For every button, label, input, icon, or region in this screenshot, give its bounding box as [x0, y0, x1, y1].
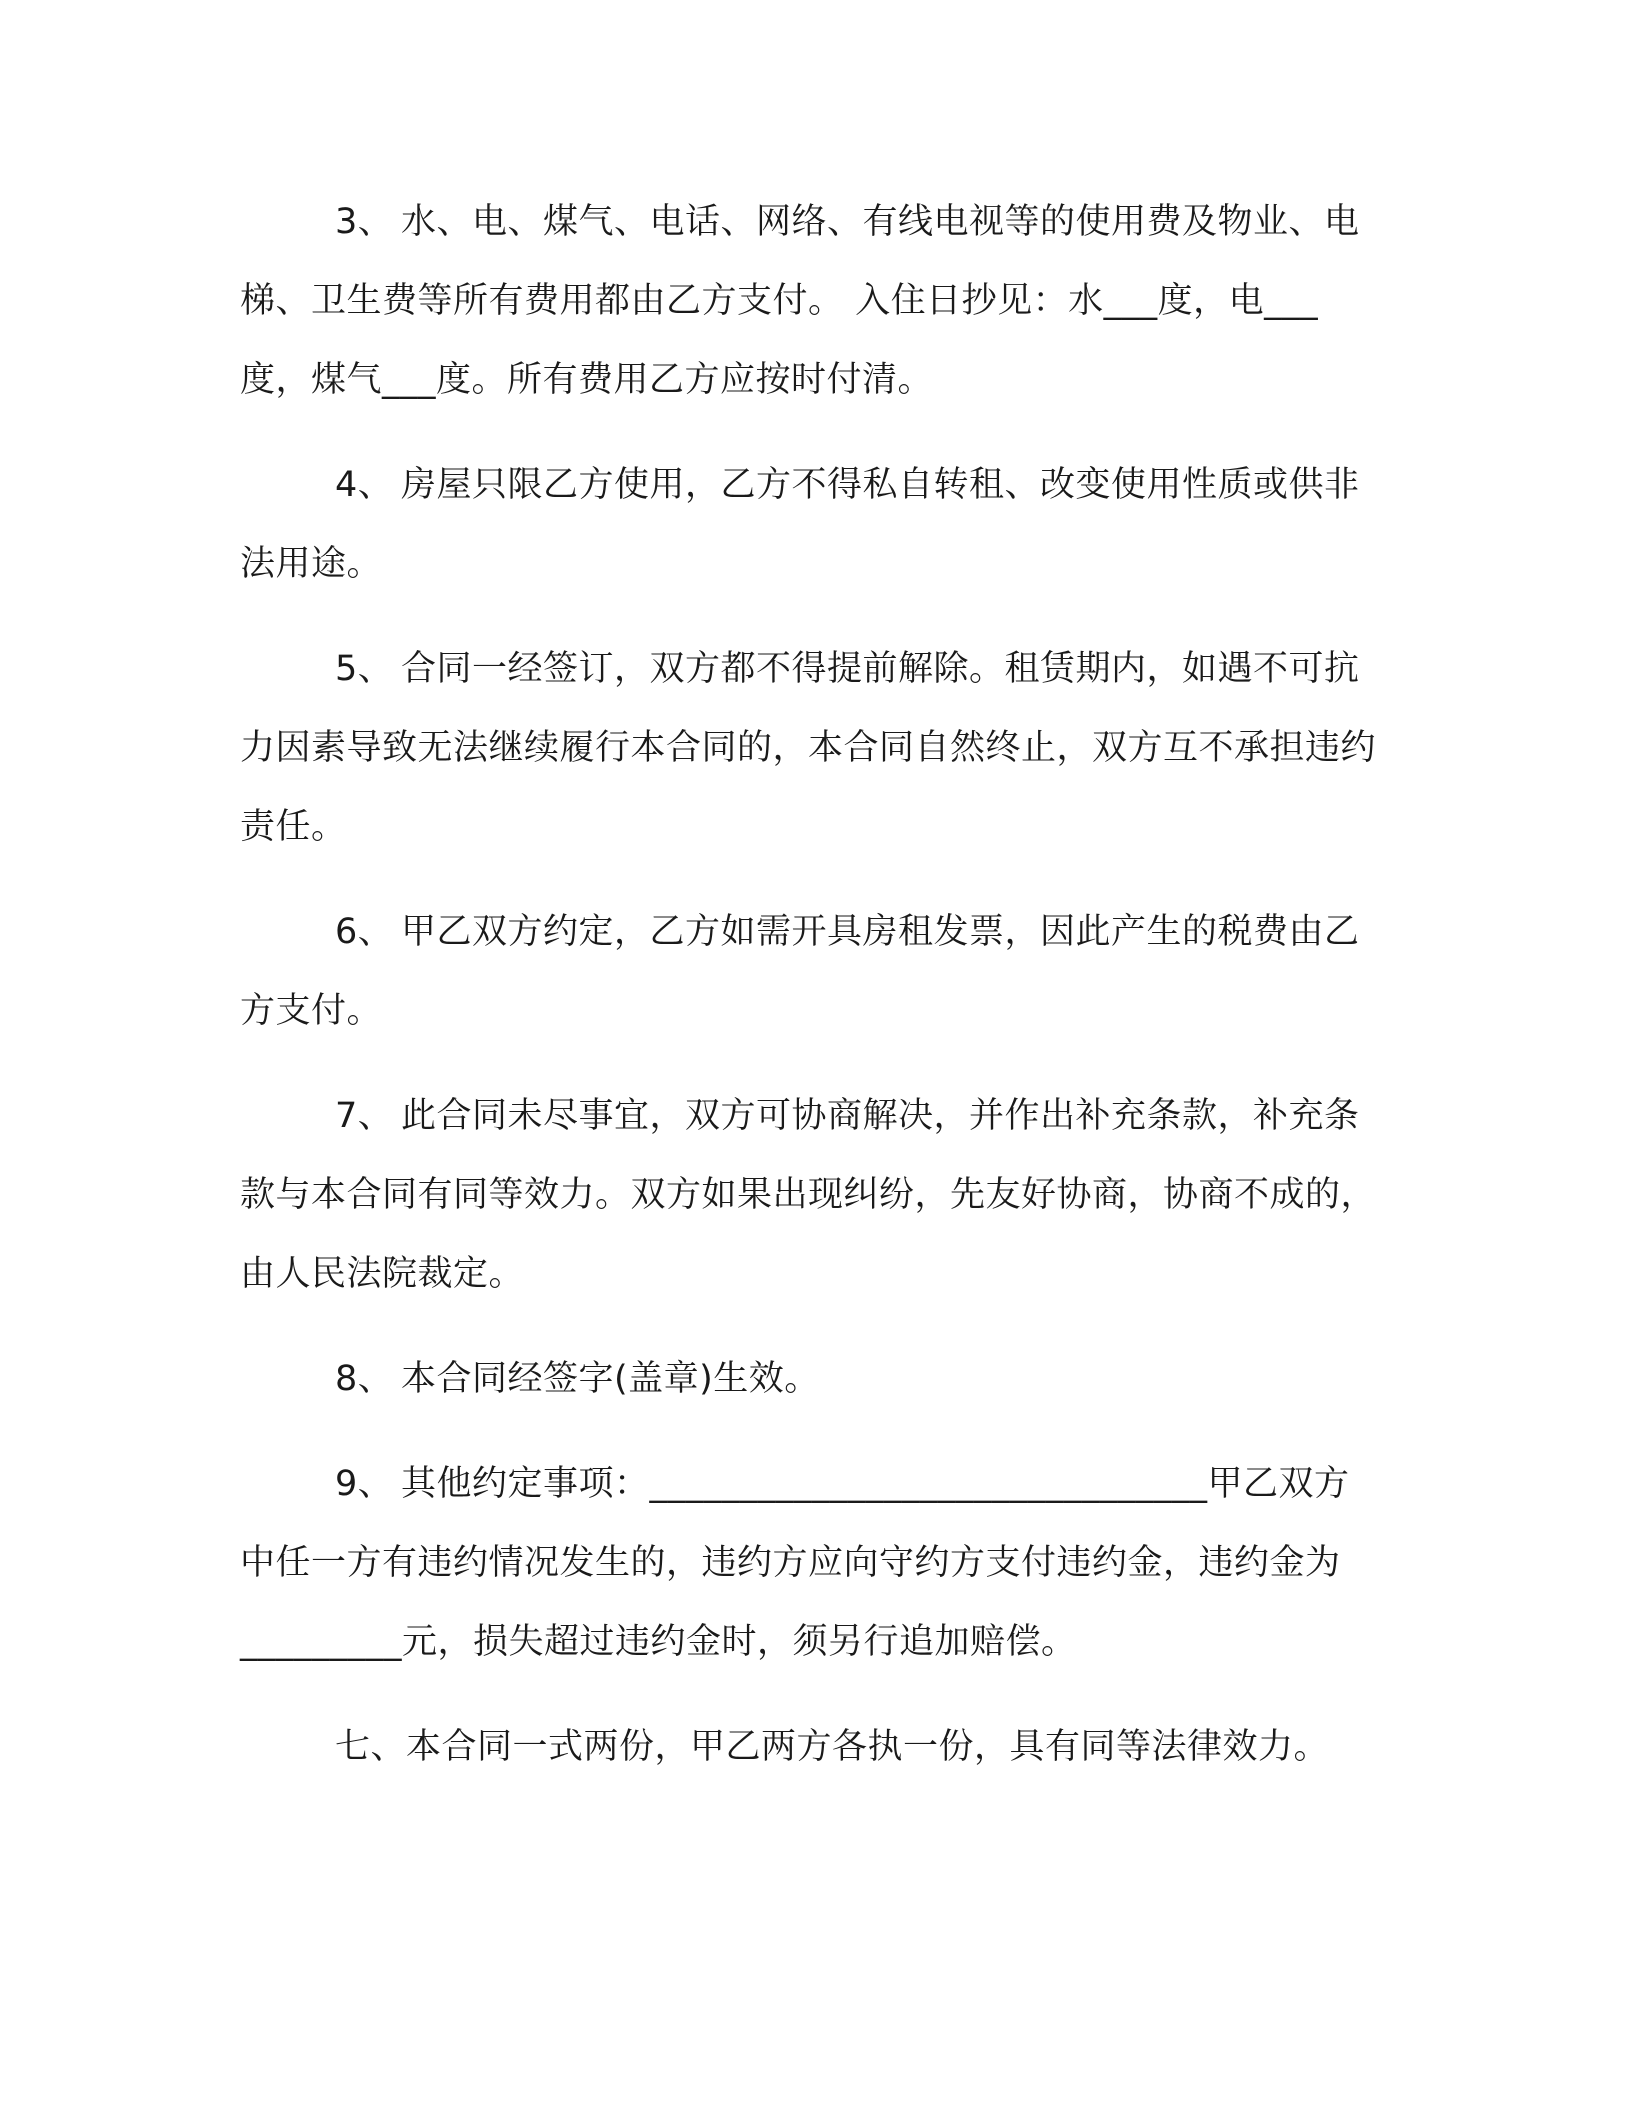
- clause-text: 此合同未尽事宜，双方可协商解决，并作出补充条款，补充条款与本合同有同等效力。双方如果出现纠纷，先友好协商，协商不成的，由人民法院裁定。: [240, 1096, 1377, 1294]
- clause-text: 合同一经签订，双方都不得提前解除。租赁期内，如遇不可抗力因素导致无法继续履行本合同的，本合同自然终止，双方互不承担违约责任。: [240, 649, 1377, 847]
- clause-number: 5、: [335, 649, 394, 689]
- clause-9: [240, 1445, 1380, 1682]
- clause-text: 本合同经签字(盖章)生效。: [401, 1359, 820, 1399]
- clause-text: 水、电、煤气、电话、网络、有线电视等的使用费及物业、电梯、卫生费等所有费用都由乙方支付。 入住日抄见：水___度，电___度，煤气___度。所有费用乙方应按时付清。: [240, 202, 1360, 400]
- clause-6: [240, 893, 1380, 1051]
- clause-number: 6、: [335, 912, 394, 952]
- clause-4: [240, 446, 1380, 604]
- clause-text: 房屋只限乙方使用，乙方不得私自转租、改变使用性质或供非法用途。: [240, 465, 1360, 584]
- final-clause: 七、本合同一式两份，甲乙两方各执一份，具有同等法律效力。: [335, 1727, 1330, 1767]
- clause-number: 4、: [335, 465, 394, 505]
- clause-3: [240, 183, 1380, 420]
- clause-number: 3、: [335, 202, 394, 242]
- document-page: [240, 183, 1380, 1813]
- clause-5: [240, 630, 1380, 867]
- clause-number: 7、: [335, 1096, 394, 1136]
- clause-7: [240, 1077, 1380, 1314]
- clause-8: [240, 1340, 1380, 1419]
- clause-number: 8、: [335, 1359, 394, 1399]
- clause-number: 9、: [335, 1464, 394, 1504]
- clause-text: 甲乙双方约定，乙方如需开具房租发票，因此产生的税费由乙方支付。: [240, 912, 1360, 1031]
- clause-text: 其他约定事项：_______________________________甲乙双方中任一方有违约情况发生的，违约方应向守约方支付违约金，违约金为_________元，损失超过违约金时，须另行追加赔偿。: [240, 1464, 1350, 1662]
